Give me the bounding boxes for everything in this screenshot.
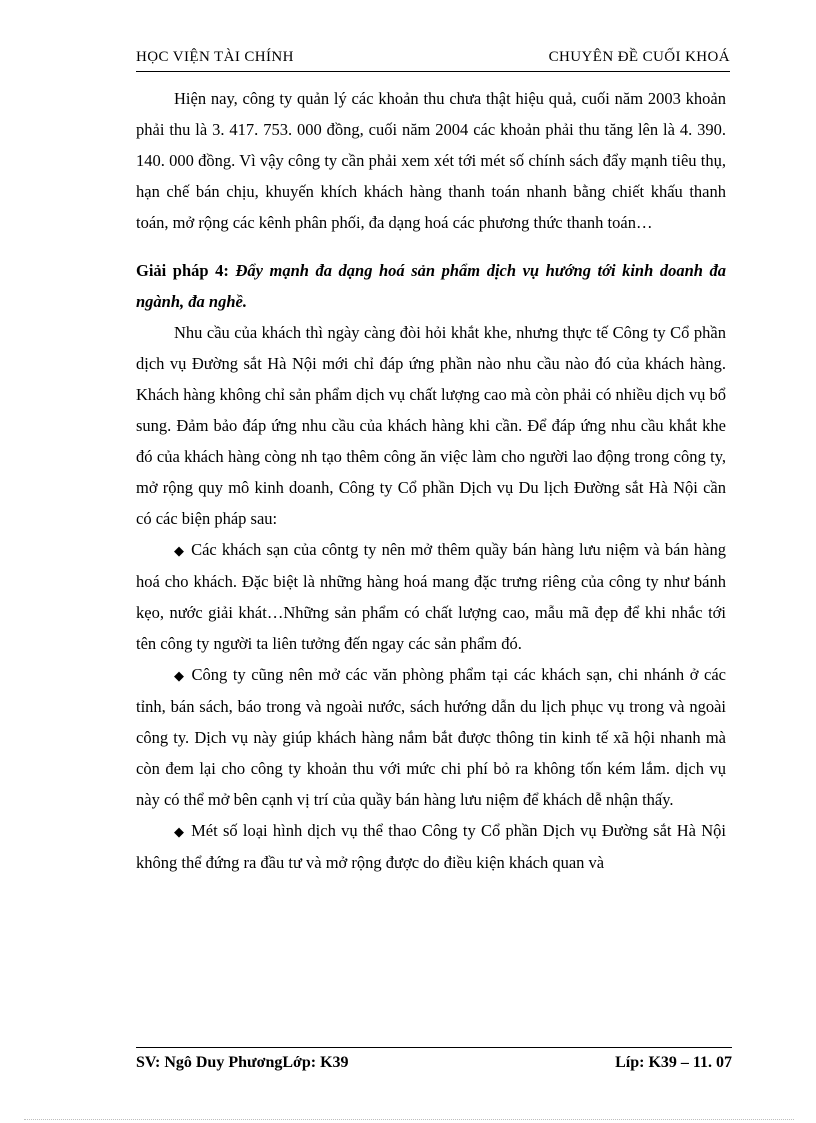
header-document-type: CHUYÊN ĐỀ CUỐI KHOÁ [548,49,730,65]
page-header [136,49,730,72]
page-body [136,83,726,878]
bullet-diamond-icon: ◆ [174,543,186,558]
bullet-diamond-icon: ◆ [174,668,186,683]
section-title: Đẩy mạnh đa dạng hoá sản phẩm dịch vụ hướng tới kinh doanh đa ngành, đa nghề. [136,261,726,311]
page-footer [136,1047,732,1074]
paragraph-customer-needs: Nhu cầu của khách thì ngày càng đòi hỏi khắt khe, nhưng thực tế Công ty Cổ phần dịch vụ Đường sắt Hà Nội mới chỉ đáp ứng phần nào nhu cầu nào đó của khách hàng. Khách hàng không chỉ sản phẩm dịch vụ chất lượng cao mà còn phải có nhiều dịch vụ bổ sung. Đảm bảo đáp ứng nhu cầu của khách hàng khi cần. Để đáp ứng nhu cầu khắt khe đó của khách hàng còng nh tạo thêm công ăn việc làm cho người lao động trong công ty, mở rộng quy mô kinh doanh, Công ty Cổ phần Dịch vụ Du lịch Đường sắt Hà Nội cần có các biện pháp sau: [136,323,726,528]
bullet-item-souvenir [136,534,726,659]
paragraph-receivables: Hiện nay, công ty quản lý các khoản thu chưa thật hiệu quả, cuối năm 2003 khoản phải thu là 3. 417. 753. 000 đồng, cuối năm 2004 các khoản phải thu tăng lên là 4. 390. 140. 000 đồng. Vì vậy công ty cần phải xem xét tới mét số chính sách đẩy mạnh tiêu thụ, hạn chế bán chịu, khuyến khích khách hàng thanh toán nhanh bằng chiết khấu thanh toán, mở rộng các kênh phân phối, đa dạng hoá các phương thức thanh toán… [136,89,726,232]
page-bottom-divider [24,1119,794,1120]
bullet-text: Các khách sạn của côntg ty nên mở thêm quầy bán hàng lưu niệm và bán hàng hoá cho khách. Đặc biệt là những hàng hoá mang đặc trưng riêng của công ty như bánh kẹo, nước giải khát…Những sản phẩm có chất lượng cao, mẫu mã đẹp để khi nhắc tới tên công ty người ta liên tưởng đến ngay các sản phẩm đó. [136,540,726,653]
bullet-item-stationery [136,659,726,815]
section-heading [136,255,726,317]
footer-student: SV: Ngô Duy PhươngLớp: K39 [136,1054,349,1071]
section-label: Giải pháp 4: [136,261,236,280]
header-institution: HỌC VIỆN TÀI CHÍNH [136,49,294,65]
bullet-item-sports [136,815,726,878]
bullet-text: Công ty cũng nên mở các văn phòng phẩm tại các khách sạn, chi nhánh ở các tỉnh, bán sách, báo trong và ngoài nước, sách hướng dẫn du lịch phục vụ trong và ngoài công ty. Dịch vụ này giúp khách hàng nắm bắt được thông tin kinh tế xã hội nhanh mà còn đem lại cho công ty khoản thu với mức chi phí bỏ ra không tốn kém lắm. dịch vụ này có thể mở bên cạnh vị trí của quầy bán hàng lưu niệm để khách dễ nhận thấy. [136,665,727,809]
footer-class: Líp: K39 – 11. 07 [615,1054,732,1071]
bullet-text: Mét số loại hình dịch vụ thể thao Công ty Cổ phần Dịch vụ Đường sắt Hà Nội không thể đứng ra đầu tư và mở rộng được do điều kiện khách quan và [136,821,726,872]
bullet-diamond-icon: ◆ [174,824,186,839]
